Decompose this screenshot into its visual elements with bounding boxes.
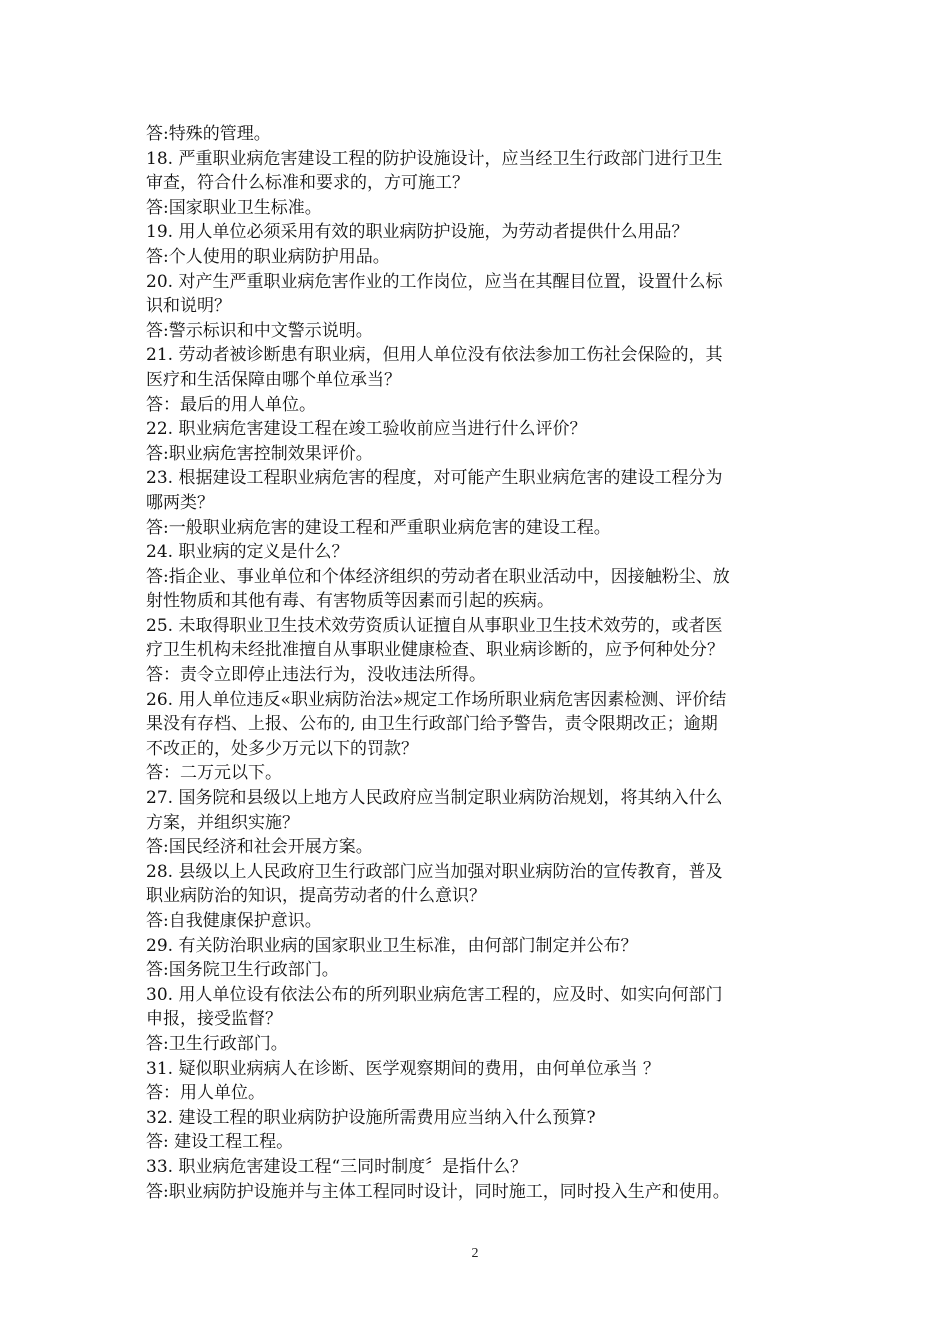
question-25-line-1: 25. 未取得职业卫生技术效劳资质认证擅自从事职业卫生技术效劳的，或者医 [146,615,723,636]
answer-29: 答:国务院卫生行政部门。 [146,960,339,981]
answer-32: 答: 建设工程工程。 [146,1132,294,1153]
answer-19: 答:个人使用的职业病防护用品。 [146,246,390,267]
question-23-line-1: 23. 根据建设工程职业病危害的程度，对可能产生职业病危害的建设工程分为 [146,468,723,489]
question-21-line-2: 医疗和生活保障由哪个单位承当？ [146,369,401,390]
question-30-line-2: 申报，接受监督？ [146,1009,282,1030]
question-26-line-3: 不改正的，处多少万元以下的罚款？ [146,738,418,759]
question-30-line-1: 30. 用人单位设有依法公布的所列职业病危害工程的，应及时、如实向何部门 [146,984,723,1005]
answer-31: 答：用人单位。 [146,1083,265,1104]
question-26-line-2: 果没有存档、上报、公布的, 由卫生行政部门给予警告，责令限期改正；逾期 [146,714,718,735]
answer-27: 答:国民经济和社会开展方案。 [146,837,373,858]
answer-30: 答:卫生行政部门。 [146,1033,288,1054]
question-29: 29. 有关防治职业病的国家职业卫生标准，由何部门制定并公布？ [146,935,638,956]
answer-24-line-2: 射性物质和其他有毒、有害物质等因素而引起的疾病。 [146,591,554,612]
answer-25: 答：责令立即停止违法行为，没收违法所得。 [146,665,486,686]
question-19: 19. 用人单位必须采用有效的职业病防护设施，为劳动者提供什么用品？ [146,222,689,243]
answer-22: 答:职业病危害控制效果评价。 [146,443,373,464]
question-18-line-2: 审查，符合什么标准和要求的，方可施工？ [146,173,469,194]
answer-18: 答:国家职业卫生标准。 [146,197,322,218]
question-26-line-1: 26. 用人单位违反«职业病防治法»规定工作场所职业病危害因素检测、评价结 [146,689,727,710]
question-27-line-1: 27. 国务院和县级以上地方人民政府应当制定职业病防治规划，将其纳入什么 [146,788,723,809]
answer-28: 答:自我健康保护意识。 [146,911,322,931]
answer-23: 答:一般职业病危害的建设工程和严重职业病危害的建设工程。 [146,517,611,538]
question-20-line-1: 20. 对产生严重职业病危害作业的工作岗位，应当在其醒目位置，设置什么标 [146,271,723,292]
question-20-line-2: 识和说明？ [146,296,231,317]
question-32: 32. 建设工程的职业病防护设施所需费用应当纳入什么预算? [146,1107,596,1128]
question-24: 24. 职业病的定义是什么？ [146,542,349,563]
question-25-line-2: 疗卫生机构未经批准擅自从事职业健康检查、职业病诊断的，应予何种处分？ [146,640,724,661]
page-number: 2 [471,1246,479,1261]
question-33: 33. 职业病危害建设工程“三同时制度〞是指什么？ [146,1156,528,1177]
answer-26: 答：二万元以下。 [146,763,282,784]
question-21-line-1: 21. 劳动者被诊断患有职业病，但用人单位没有依法参加工伤社会保险的，其 [146,345,723,366]
question-27-line-2: 方案，并组织实施？ [146,812,299,833]
answer-17: 答:特殊的管理。 [146,124,271,144]
answer-21: 答：最后的用人单位。 [146,394,316,415]
question-23-line-2: 哪两类？ [146,492,214,513]
question-22: 22. 职业病危害建设工程在竣工验收前应当进行什么评价？ [146,419,587,440]
question-18-line-1: 18. 严重职业病危害建设工程的防护设施设计，应当经卫生行政部门进行卫生 [146,148,723,169]
question-28-line-2: 职业病防治的知识，提高劳动者的什么意识？ [146,886,486,907]
question-31: 31. 疑似职业病病人在诊断、医学观察期间的费用，由何单位承当 ？ [146,1058,660,1079]
answer-33: 答:职业病防护设施并与主体工程同时设计，同时施工，同时投入生产和使用。 [146,1181,730,1202]
answer-24-line-1: 答:指企业、事业单位和个体经济组织的劳动者在职业活动中，因接触粉尘、放 [146,566,730,587]
question-28-line-1: 28. 县级以上人民政府卫生行政部门应当加强对职业病防治的宣传教育，普及 [146,861,723,882]
answer-20: 答:警示标识和中文警示说明。 [146,320,373,341]
qa-text-block [146,122,806,1204]
